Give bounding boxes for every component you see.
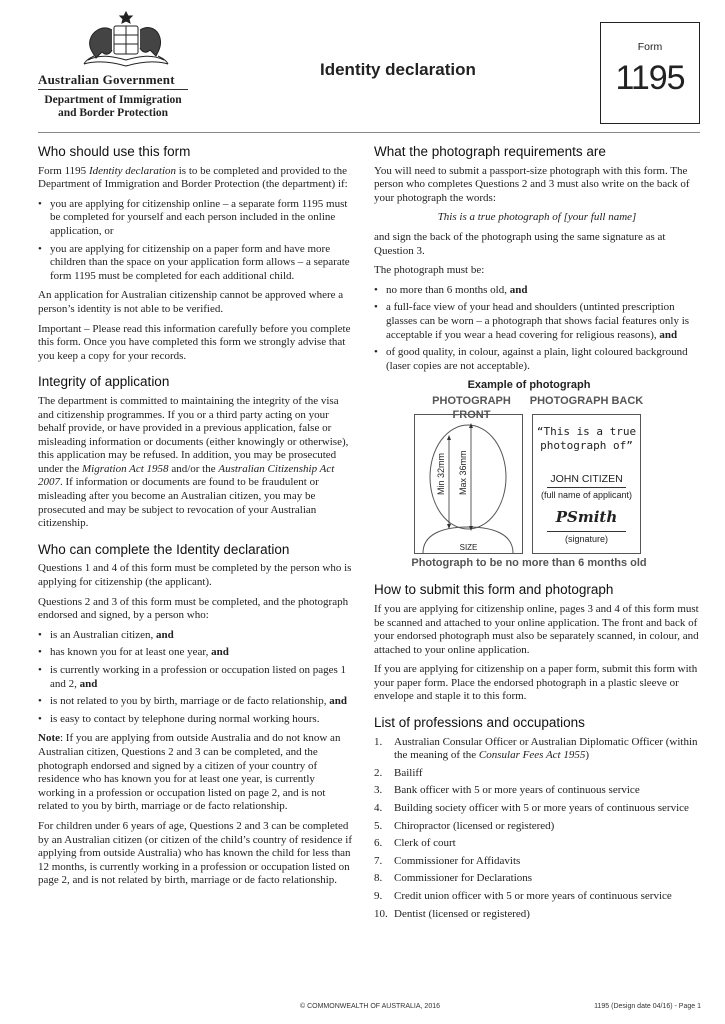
signature-line bbox=[547, 531, 626, 532]
paragraph: Questions 1 and 4 of this form must be completed by the person who is applying for citizenship (the applicant). bbox=[38, 562, 352, 589]
form-number: 1195 bbox=[615, 59, 685, 97]
item-number: 4. bbox=[374, 802, 383, 815]
section-heading: What the photograph requirements are bbox=[374, 144, 606, 159]
paragraph: Questions 2 and 3 of this form must be completed, and the photograph endorsed and signed, by a person who: bbox=[38, 595, 349, 622]
text: The department is committed to maintaining the integrity of the visa and citizenship programmes. If you or a third party acting on your behalf provide, or have provided in a previous application, false or misleading information or documents (either knowingly or otherwise), this application may be refused. In addition, you may be prosecuted under the bbox=[38, 394, 349, 475]
page-info: 1195 (Design date 04/16) - Page 1 bbox=[594, 1003, 701, 1010]
text: is to be completed and provided to the Department of Immigration and Border Protection (the department) if: bbox=[38, 164, 348, 191]
form-label: Form bbox=[637, 41, 663, 53]
section-heading: How to submit this form and photograph bbox=[374, 582, 614, 598]
text: Building society officer with 5 or more years of continuous service bbox=[394, 802, 689, 815]
paragraph bbox=[38, 395, 354, 531]
department-name bbox=[38, 94, 188, 120]
section-who-should-use bbox=[38, 145, 354, 363]
photo-back-frame bbox=[532, 414, 641, 554]
note-paragraph bbox=[38, 732, 354, 814]
paragraph bbox=[38, 165, 354, 192]
text-bold: and bbox=[509, 283, 528, 296]
text-italic: Migration Act 1958 bbox=[81, 462, 169, 475]
signature-caption: (signature) bbox=[564, 534, 609, 545]
paragraph: and sign the back of the photograph using the same signature as at Question 3. bbox=[374, 230, 666, 257]
item-number: 6. bbox=[374, 837, 383, 850]
government-title: Australian Government bbox=[38, 72, 175, 87]
list-item bbox=[374, 346, 700, 373]
list-item bbox=[374, 736, 700, 763]
max-size-label: Max 36mm bbox=[458, 450, 468, 496]
section-heading: List of professions and occupations bbox=[374, 715, 585, 731]
bullet-list bbox=[374, 284, 700, 374]
item-number: 3. bbox=[374, 784, 383, 797]
list-item bbox=[374, 855, 700, 869]
section-heading: Integrity of application bbox=[38, 374, 170, 390]
paragraph: You will need to submit a passport-size photograph with this form. The person who completes Questions 2 and 3 must also write on the back of your photograph the words: bbox=[374, 164, 690, 204]
name-line bbox=[547, 487, 626, 488]
document-title: Identity declaration bbox=[320, 60, 476, 79]
list-item bbox=[374, 908, 700, 922]
quote-line: photograph of” bbox=[540, 439, 633, 453]
item-number: 5. bbox=[374, 819, 383, 832]
section-professions bbox=[374, 716, 700, 921]
text: ) bbox=[585, 749, 590, 762]
paragraph: If you are applying for citizenship on a paper form, submit this form with your paper form. Place the endorsed photograph in a plastic sleeve or envelope and staple it to this form. bbox=[374, 663, 698, 703]
list-item bbox=[374, 284, 700, 298]
text: of good quality, in colour, against a plain, light coloured background (laser copies are not acceptable). bbox=[386, 346, 688, 372]
signature: PSmith bbox=[555, 508, 618, 527]
size-label: SIZE bbox=[459, 543, 478, 553]
paragraph: For children under 6 years of age, Questions 2 and 3 can be completed by an Australian citizen (or citizen of the child’s country of residence if applying from outside Australia) who has known the child for less than 12 months, is currently working in a profession or occupation listed on page 2, and is not related by birth, marriage or de facto relationship. bbox=[38, 819, 352, 887]
example-caption: Photograph to be no more than 6 months old bbox=[411, 557, 647, 570]
list-item bbox=[38, 629, 354, 643]
list-item bbox=[374, 784, 700, 798]
list-item bbox=[38, 664, 354, 691]
text: Bank officer with 5 or more years of continuous service bbox=[394, 784, 640, 797]
coat-of-arms-logo bbox=[74, 10, 178, 70]
example-title: Example of photograph bbox=[467, 379, 591, 392]
list-item bbox=[374, 301, 700, 342]
text: Credit union officer with 5 or more years of continuous service bbox=[394, 890, 672, 902]
text: Form 1195 bbox=[38, 164, 89, 177]
right-column bbox=[374, 145, 700, 933]
text: Commissioner for Affidavits bbox=[394, 854, 521, 867]
section-integrity bbox=[38, 375, 354, 531]
photo-front-frame bbox=[414, 414, 523, 554]
paragraph: Important – Please read this information carefully before you complete this form. Once you have completed this form we strongly advise that you keep a copy for your records. bbox=[38, 322, 351, 362]
text: Dentist (licensed or registered) bbox=[394, 907, 530, 920]
section-photo-requirements bbox=[374, 145, 700, 569]
text-bold: and bbox=[329, 695, 347, 708]
list-item bbox=[374, 767, 700, 781]
item-number: 1. bbox=[374, 735, 383, 748]
paragraph: If you are applying for citizenship online, pages 3 and 4 of this form must be scanned and attached to your online application. The front and back of your endorsed photograph must also be separately scanned, in colour, and attached to your online application. bbox=[374, 602, 699, 656]
front-heading: PHOTOGRAPH FRONT bbox=[432, 394, 511, 421]
text-bold: and bbox=[211, 646, 229, 659]
professions-list bbox=[374, 736, 700, 922]
text: has known you for at least one year, bbox=[50, 646, 212, 659]
section-who-can-complete bbox=[38, 543, 354, 888]
item-number: 8. bbox=[374, 872, 383, 885]
back-quote bbox=[533, 425, 640, 453]
bullet-list bbox=[38, 629, 354, 727]
section-heading: Who should use this form bbox=[38, 144, 191, 159]
list-item: • you are applying for citizenship online – a separate form 1195 must be completed for yourself and each person included in the online application, or bbox=[38, 198, 354, 239]
bullet-list bbox=[38, 198, 354, 284]
text: Chiropractor (licensed or registered) bbox=[394, 819, 555, 832]
text: Bailiff bbox=[394, 766, 423, 779]
text-bold: and bbox=[659, 328, 678, 341]
text: is not related to you by birth, marriage or de facto relationship, bbox=[50, 695, 330, 708]
item-number: 10. bbox=[374, 907, 388, 920]
department-line-1: Department of Immigration bbox=[44, 94, 182, 106]
photograph-example bbox=[411, 379, 647, 570]
list-item bbox=[374, 890, 700, 904]
list-item bbox=[374, 802, 700, 816]
list-item bbox=[38, 646, 354, 660]
min-size-label: Min 32mm bbox=[436, 453, 446, 496]
item-number: 7. bbox=[374, 854, 383, 867]
photo-quote: This is a true photograph of [your full name] bbox=[437, 211, 637, 224]
text-italic: Identity declaration bbox=[88, 164, 176, 177]
note-label: Note bbox=[38, 732, 60, 745]
text: and/or the bbox=[168, 462, 219, 475]
list-item bbox=[38, 713, 354, 727]
text: is currently working in a profession or occupation listed on pages 1 and 2, bbox=[50, 664, 347, 690]
text-italic: Consular Fees Act 1955 bbox=[478, 749, 586, 762]
text: is easy to contact by telephone during normal working hours. bbox=[50, 712, 320, 725]
list-item bbox=[38, 695, 354, 709]
left-column bbox=[38, 145, 354, 900]
list-item bbox=[374, 837, 700, 851]
quote-line: “This is a true bbox=[536, 425, 637, 439]
item-number: 9. bbox=[374, 890, 383, 902]
item-number: 2. bbox=[374, 766, 383, 779]
form-number-box bbox=[600, 22, 700, 124]
text: Clerk of court bbox=[394, 837, 456, 850]
text-bold: and bbox=[79, 677, 98, 690]
copyright-notice: © COMMONWEALTH OF AUSTRALIA, 2016 bbox=[300, 1003, 440, 1010]
department-line-2: and Border Protection bbox=[57, 107, 169, 119]
section-heading: Who can complete the Identity declaration bbox=[38, 541, 290, 557]
paragraph: The photograph must be: bbox=[374, 264, 485, 277]
text: Australian Consular Officer or Australian Diplomatic Officer (within the meaning of the bbox=[394, 735, 698, 762]
section-how-to-submit bbox=[374, 583, 700, 704]
government-divider bbox=[38, 89, 188, 90]
paragraph: An application for Australian citizenship cannot be approved where a person’s identity is not able to be verified. bbox=[38, 289, 344, 315]
text: a full-face view of your head and shoulders (untinted prescription glasses can be worn – a photograph that shows facial features only is acceptable if you wear a head covering for religious reasons), bbox=[386, 301, 690, 341]
text-italic: Australian Citizenship Act 2007 bbox=[38, 462, 335, 489]
text: is an Australian citizen, bbox=[50, 628, 156, 641]
back-heading: PHOTOGRAPH BACK bbox=[529, 394, 644, 407]
applicant-name: JOHN CITIZEN bbox=[550, 473, 623, 486]
text: no more than 6 months old, bbox=[386, 283, 510, 296]
text: : If you are applying from outside Australia and do not know an Australian citizen, Questions 2 and 3 can be completed, and the photograph endorsed and signed by a citizen of your country of residence who has known you for at least one year, is currently working in a profession or occupation listed on page 2, and is not related to you by birth, marriage or de facto relationship. bbox=[38, 732, 341, 813]
list-item bbox=[374, 872, 700, 886]
header-divider bbox=[38, 132, 700, 133]
text: . If information or documents are found to be fraudulent or misleading after you become an Australian citizen, you may be prosecuted and may be subject to revocation of your Australian citizenship. bbox=[38, 476, 319, 530]
list-item: • you are applying for citizenship on a paper form and have more children than the space on your application form allows – a separate form 1195 must be completed for each additional child. bbox=[38, 243, 354, 284]
name-caption: (full name of applicant) bbox=[540, 490, 633, 501]
text: Commissioner for Declarations bbox=[394, 872, 533, 885]
list-item bbox=[374, 820, 700, 834]
text-bold: and bbox=[156, 628, 174, 641]
